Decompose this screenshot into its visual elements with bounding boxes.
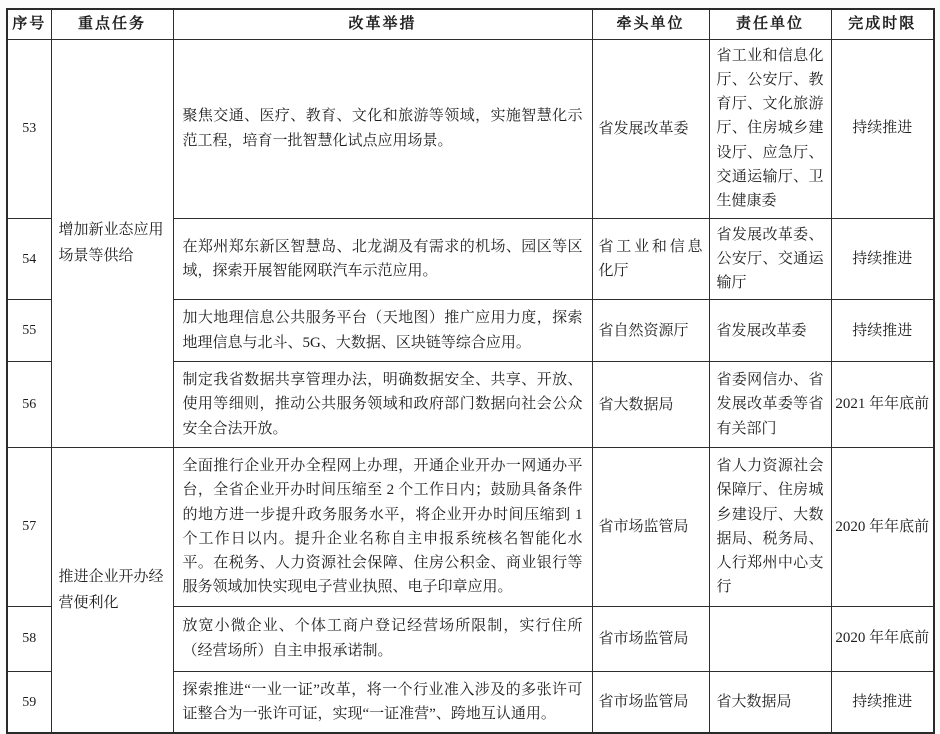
- lead-unit: 省发展改革委: [592, 39, 709, 218]
- row-number: 59: [7, 671, 51, 733]
- responsible-unit: 省人力资源社会保障厅、住房城乡建设厅、大数据局、税务局、人行郑州中心支行: [709, 447, 831, 606]
- responsible-unit: [709, 606, 831, 671]
- deadline: 持续推进: [831, 300, 934, 362]
- column-header-deadline: 完成时限: [831, 9, 934, 39]
- row-number: 58: [7, 606, 51, 671]
- responsible-unit: 省发展改革委: [709, 300, 831, 362]
- column-header-reform-measure: 改革举措: [173, 9, 592, 39]
- deadline: 2020 年年底前: [831, 447, 934, 606]
- reform-measure: 在郑州郑东新区智慧岛、北龙湖及有需求的机场、园区等区域，探索开展智能网联汽车示范应用。: [173, 218, 592, 300]
- responsible-unit: 省委网信办、省发展改革委等省有关部门: [709, 362, 831, 448]
- row-number: 55: [7, 300, 51, 362]
- lead-unit: 省市场监管局: [592, 671, 709, 733]
- column-header-lead-unit: 牵头单位: [592, 9, 709, 39]
- responsible-unit: 省工业和信息化厅、公安厅、教育厅、文化旅游厅、住房城乡建设厅、应急厅、交通运输厅、卫生健康委: [709, 39, 831, 218]
- row-number: 54: [7, 218, 51, 300]
- reform-measure: 加大地理信息公共服务平台（天地图）推广应用力度，探索地理信息与北斗、5G、大数据、区块链等综合应用。: [173, 300, 592, 362]
- deadline: 2021 年年底前: [831, 362, 934, 448]
- column-header-seq-no: 序号: [7, 9, 51, 39]
- lead-unit: 省自然资源厅: [592, 300, 709, 362]
- reform-measure: 探索推进“一业一证”改革，将一个行业准入涉及的多张许可证整合为一张许可证，实现“一证准营”、跨地互认通用。: [173, 671, 592, 733]
- table-row: [7, 39, 934, 218]
- deadline: 持续推进: [831, 39, 934, 218]
- deadline: 持续推进: [831, 218, 934, 300]
- lead-unit: 省大数据局: [592, 362, 709, 448]
- deadline: 2020 年年底前: [831, 606, 934, 671]
- lead-unit: 省市场监管局: [592, 447, 709, 606]
- document-page: [6, 8, 933, 734]
- table-row: [7, 447, 934, 606]
- column-header-responsible-unit: 责任单位: [709, 9, 831, 39]
- reform-measure: 制定我省数据共享管理办法，明确数据安全、共享、开放、使用等细则，推动公共服务领域和政府部门数据向社会公众安全合法开放。: [173, 362, 592, 448]
- responsible-unit: 省大数据局: [709, 671, 831, 733]
- header-row: [7, 9, 934, 39]
- row-number: 53: [7, 39, 51, 218]
- reform-measures-table: [6, 8, 935, 734]
- task-group-label: 增加新业态应用场景等供给: [51, 39, 173, 447]
- lead-unit: 省工业和信息化厅: [592, 218, 709, 300]
- lead-unit: 省市场监管局: [592, 606, 709, 671]
- responsible-unit: 省发展改革委、公安厅、交通运输厅: [709, 218, 831, 300]
- reform-measure: 聚焦交通、医疗、教育、文化和旅游等领域，实施智慧化示范工程，培育一批智慧化试点应用场景。: [173, 39, 592, 218]
- task-group-label: 推进企业开办经营便利化: [51, 447, 173, 733]
- row-number: 57: [7, 447, 51, 606]
- deadline: 持续推进: [831, 671, 934, 733]
- reform-measure: 放宽小微企业、个体工商户登记经营场所限制，实行住所（经营场所）自主申报承诺制。: [173, 606, 592, 671]
- reform-measure: 全面推行企业开办全程网上办理，开通企业开办一网通办平台，全省企业开办时间压缩至 2 个工作日内；鼓励具备条件的地方进一步提升政务服务水平，将企业开办时间压缩到 1 个工作日以内。提升企业名称自主申报系统核名智能化水平。在税务、人力资源社会保障、住房公积金、商业银行等服务领域加快实现电子营业执照、电子印章应用。: [173, 447, 592, 606]
- row-number: 56: [7, 362, 51, 448]
- column-header-key-task: 重点任务: [51, 9, 173, 39]
